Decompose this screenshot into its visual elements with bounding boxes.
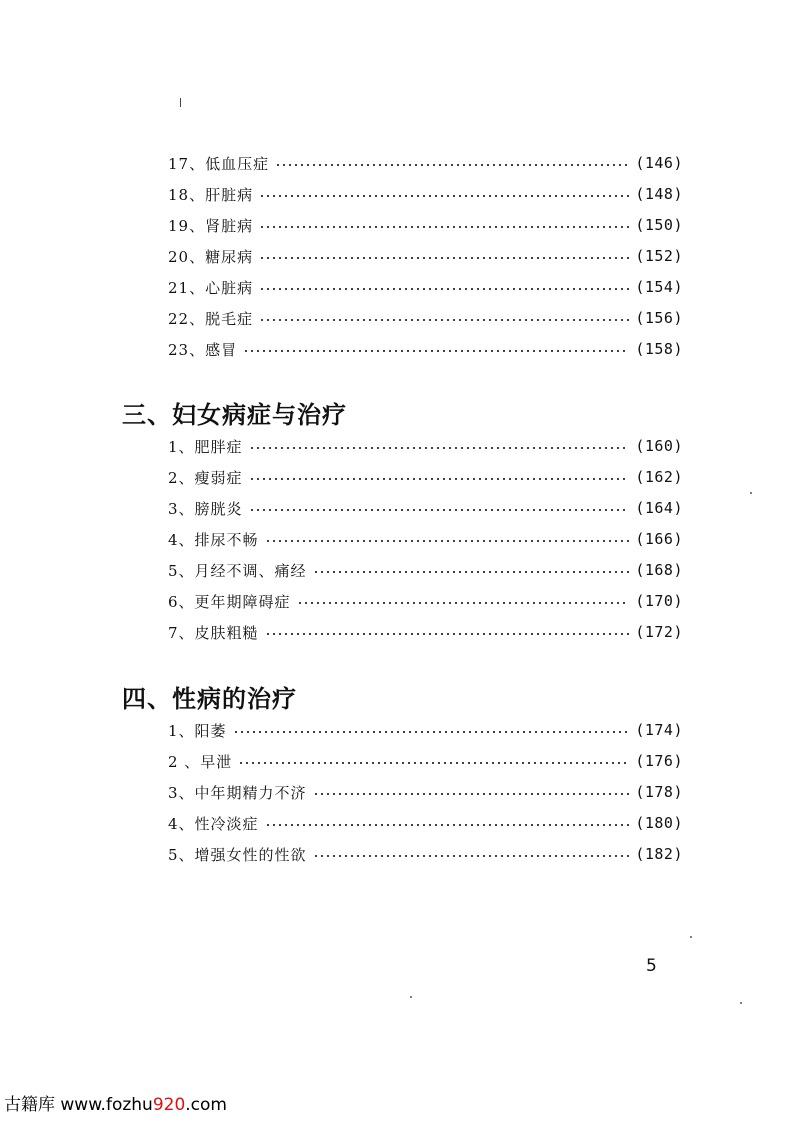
toc-entry-page: (180) (635, 814, 683, 832)
toc-entry-page: (174) (635, 721, 683, 739)
toc-entry[interactable] (168, 527, 683, 551)
scan-mark (180, 98, 181, 107)
toc-entry[interactable] (168, 718, 683, 742)
toc-entry-label: 7、皮肤粗糙 (168, 623, 259, 642)
toc-entry-label: 5、增强女性的性欲 (168, 845, 307, 864)
leader-dots (275, 164, 629, 166)
toc-entry-page: (164) (635, 499, 683, 517)
watermark-url-prefix: www.fozhu (60, 1095, 153, 1115)
toc-entry-page: (182) (635, 845, 683, 863)
toc-entry-label: 19、肾脏病 (168, 216, 254, 235)
toc-entry[interactable] (168, 811, 683, 835)
scan-speck (750, 492, 752, 494)
toc-entry-page: (150) (635, 216, 683, 234)
toc-entry[interactable] (168, 749, 683, 773)
toc-entry-page: (156) (635, 309, 683, 327)
toc-entry-page: (146) (635, 154, 683, 172)
toc-entry-page: (178) (635, 783, 683, 801)
leader-dots (259, 257, 629, 259)
leader-dots (259, 226, 629, 228)
toc-entry-page: (172) (635, 623, 683, 641)
toc-entry[interactable] (168, 842, 683, 866)
toc-entry-label: 1、肥胖症 (168, 437, 243, 456)
leader-dots (313, 793, 630, 795)
toc-entry[interactable] (168, 465, 683, 489)
toc-entry-label: 4、性冷淡症 (168, 814, 259, 833)
leader-dots (249, 509, 630, 511)
toc-entry-label: 22、脱毛症 (168, 309, 254, 328)
toc-entry-page: (168) (635, 561, 683, 579)
toc-entry[interactable] (168, 620, 683, 644)
toc-entry-page: (152) (635, 247, 683, 265)
watermark[interactable] (4, 1090, 227, 1115)
watermark-url-number: 920 (152, 1095, 186, 1115)
toc-entry-label: 21、心脏病 (168, 278, 254, 297)
toc-entry-page: (158) (635, 340, 683, 358)
scan-speck (410, 996, 412, 998)
toc-entry[interactable] (168, 496, 683, 520)
toc-entry-page: (148) (635, 185, 683, 203)
toc-entry[interactable] (168, 434, 683, 458)
section-heading: 四、性病的治疗 (122, 684, 297, 713)
watermark-url-suffix: .com (185, 1095, 227, 1115)
toc-entry-label: 1、阳萎 (168, 721, 227, 740)
toc-entry-label: 23、感冒 (168, 340, 238, 359)
toc-entry-page: (162) (635, 468, 683, 486)
leader-dots (259, 319, 629, 321)
toc-entry[interactable] (168, 589, 683, 613)
toc-entry[interactable] (168, 558, 683, 582)
toc-entry-page: (176) (635, 752, 683, 770)
scan-speck (740, 1002, 742, 1004)
leader-dots (243, 350, 629, 352)
toc-entry-page: (170) (635, 592, 683, 610)
toc-entry[interactable] (168, 275, 683, 299)
toc-entry-label: 2 、早泄 (168, 752, 233, 771)
toc-entry-label: 2、瘦弱症 (168, 468, 243, 487)
leader-dots (233, 731, 630, 733)
toc-entry[interactable] (168, 182, 683, 206)
leader-dots (297, 602, 630, 604)
leader-dots (238, 762, 629, 764)
leader-dots (249, 478, 630, 480)
toc-entry-page: (166) (635, 530, 683, 548)
toc-entry[interactable] (168, 151, 683, 175)
leader-dots (313, 855, 630, 857)
toc-entry-label: 6、更年期障碍症 (168, 592, 291, 611)
page-number: 5 (646, 956, 657, 976)
leader-dots (313, 571, 630, 573)
toc-entry[interactable] (168, 337, 683, 361)
leader-dots (265, 540, 630, 542)
toc-entry-page: (160) (635, 437, 683, 455)
toc-entry-label: 17、低血压症 (168, 154, 270, 173)
toc-entry[interactable] (168, 244, 683, 268)
leader-dots (249, 447, 630, 449)
leader-dots (259, 288, 629, 290)
leader-dots (259, 195, 629, 197)
toc-entry[interactable] (168, 213, 683, 237)
toc-entry-label: 20、糖尿病 (168, 247, 254, 266)
leader-dots (265, 633, 630, 635)
toc-entry-label: 5、月经不调、痛经 (168, 561, 307, 580)
watermark-site-name: 古籍库 (4, 1095, 55, 1115)
toc-entry-label: 3、膀胱炎 (168, 499, 243, 518)
leader-dots (265, 824, 630, 826)
toc-entry-page: (154) (635, 278, 683, 296)
section-heading: 三、妇女病症与治疗 (122, 400, 347, 429)
toc-entry-label: 4、排尿不畅 (168, 530, 259, 549)
scan-speck (690, 936, 692, 938)
toc-entry-label: 18、肝脏病 (168, 185, 254, 204)
toc-entry[interactable] (168, 306, 683, 330)
toc-entry-label: 3、中年期精力不济 (168, 783, 307, 802)
toc-entry[interactable] (168, 780, 683, 804)
